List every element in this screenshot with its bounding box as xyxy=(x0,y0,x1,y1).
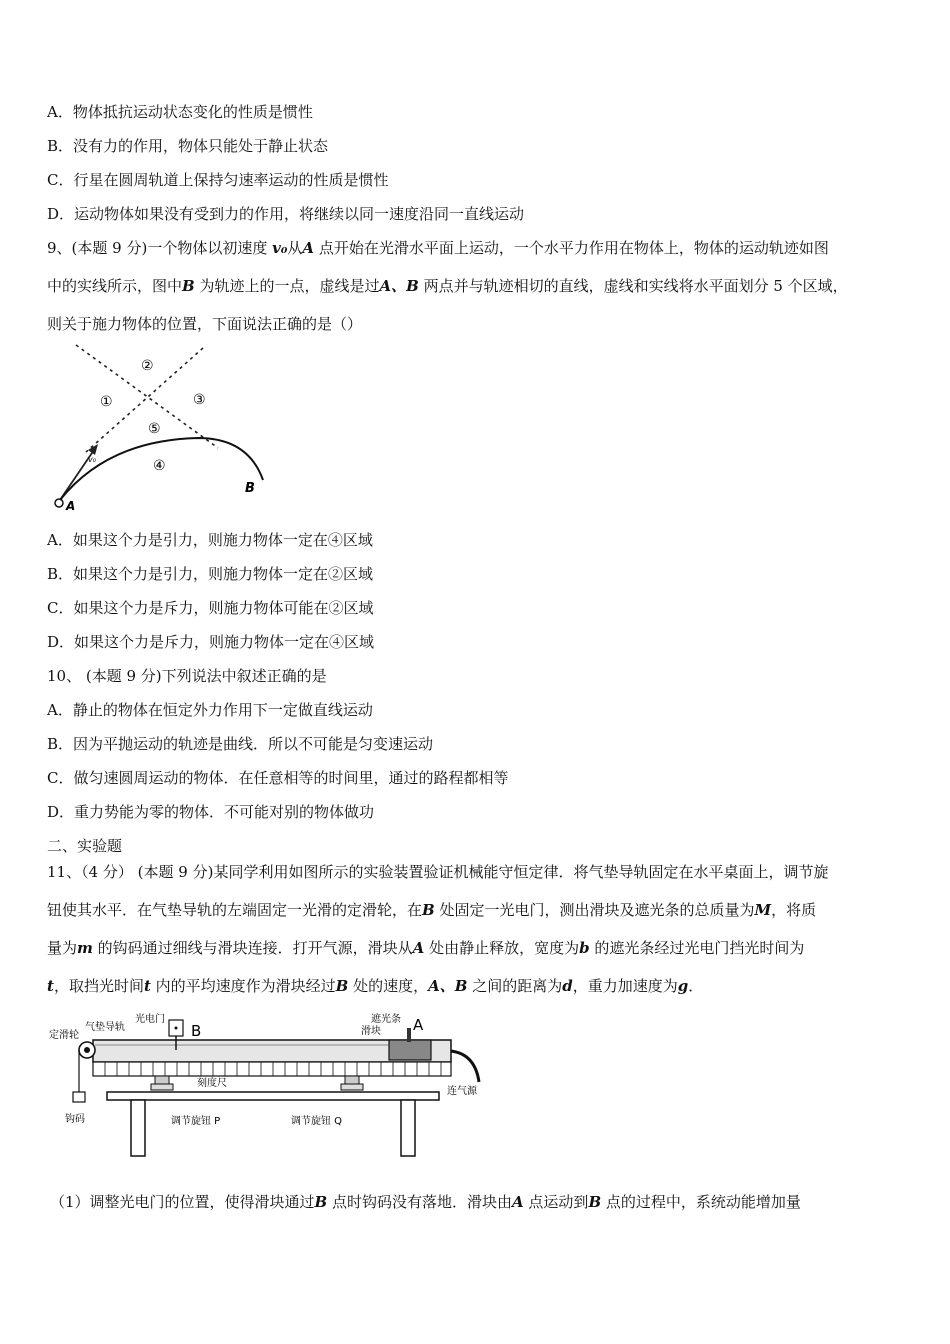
label-gate: 光电门 xyxy=(135,1014,165,1025)
q8-option-b: B．没有力的作用，物体只能处于静止状态 xyxy=(47,137,329,155)
table-leg-right xyxy=(401,1100,415,1156)
q8-option-d: D．运动物体如果没有受到力的作用，将继续以同一速度沿同一直线运动 xyxy=(47,205,525,223)
q11-stem-line4: t，取挡光时间t 内的平均速度作为滑块经过B 处的速度，A、B 之间的距离为d，重力加速度为g． xyxy=(47,977,704,995)
knob-p-base xyxy=(151,1084,173,1090)
knob-p xyxy=(155,1076,169,1084)
table-top xyxy=(107,1092,439,1100)
light-strip xyxy=(407,1028,411,1042)
region-4: ④ xyxy=(153,458,166,474)
knob-q xyxy=(345,1076,359,1084)
q8-option-c: C．行星在圆周轨道上保持匀速率运动的性质是惯性 xyxy=(47,171,389,189)
ruler xyxy=(93,1062,451,1076)
q9-trajectory-figure xyxy=(48,340,278,520)
label-a: A xyxy=(66,499,76,513)
q9-option-c: C．如果这个力是斥力，则施力物体可能在②区域 xyxy=(47,599,374,617)
label-knob-p: 调节旋钮 P xyxy=(171,1116,221,1127)
q11-apparatus-figure xyxy=(45,1010,485,1158)
section-title: 二、实验题 xyxy=(47,837,123,855)
region-2: ② xyxy=(141,358,154,374)
region-5: ⑤ xyxy=(148,421,161,437)
label-knob-q: 调节旋钮 Q xyxy=(291,1116,343,1127)
pulley-hub xyxy=(84,1047,90,1053)
q10-option-a: A．静止的物体在恒定外力作用下一定做直线运动 xyxy=(47,701,373,719)
label-strip: 遮光条 xyxy=(371,1014,401,1025)
q10-option-c: C．做匀速圆周运动的物体．在任意相等的时间里，通过的路程都相等 xyxy=(47,769,509,787)
label-weight: 钩码 xyxy=(65,1114,85,1125)
q10-option-b: B．因为平抛运动的轨迹是曲线．所以不可能是匀变速运动 xyxy=(47,735,434,753)
region-1: ① xyxy=(100,394,113,410)
q11-sub1: （1）调整光电门的位置，使得滑块通过B 点时钩码没有落地．滑块由A 点运动到B 点的过程中，系统动能增加量 xyxy=(50,1193,801,1211)
hook-weight xyxy=(73,1092,85,1102)
air-hose xyxy=(451,1051,479,1082)
label-pulley: 定滑轮 xyxy=(49,1030,79,1041)
q9-stem-line2: 中的实线所示，图中B 为轨迹上的一点，虚线是过A、B 两点并与轨迹相切的直线，虚线和实线将水平面划分 5 个区域， xyxy=(47,277,848,295)
label-rail: 气垫导轨 xyxy=(85,1022,125,1033)
knob-q-base xyxy=(341,1084,363,1090)
slider-block xyxy=(389,1040,431,1060)
label-v0: v₀ xyxy=(88,455,96,464)
label-slider: 滑块 xyxy=(361,1026,381,1037)
q11-stem-line1: 11、（4 分） (本题 9 分)某同学利用如图所示的实验装置验证机械能守恒定律．将气垫导轨固定在水平桌面上，调节旋 xyxy=(47,863,829,881)
q10-stem: 10、 (本题 9 分)下列说法中叙述正确的是 xyxy=(47,667,327,685)
q11-stem-line3: 量为m 的钩码通过细线与滑块连接．打开气源，滑块从A 处由静止释放，宽度为b 的遮光条经过光电门挡光时间为 xyxy=(47,939,805,957)
label-ruler: 刻度尺 xyxy=(197,1078,227,1089)
region-3: ③ xyxy=(193,392,206,408)
q9-option-d: D．如果这个力是斥力，则施力物体一定在④区域 xyxy=(47,633,375,651)
q11-stem-line2: 钮使其水平．在气垫导轨的左端固定一光滑的定滑轮，在B 处固定一光电门，测出滑块及遮光条的总质量为M，将质 xyxy=(47,901,817,919)
point-a-marker xyxy=(55,499,63,507)
q9-option-b: B．如果这个力是引力，则施力物体一定在②区域 xyxy=(47,565,374,583)
label-a: A xyxy=(413,1016,424,1034)
q8-option-a: A．物体抵抗运动状态变化的性质是惯性 xyxy=(47,103,313,121)
q9-option-a: A．如果这个力是引力，则施力物体一定在④区域 xyxy=(47,531,373,549)
q9-stem-line1: 9、(本题 9 分)一个物体以初速度 v₀从A 点开始在光滑水平面上运动，一个水平力作用在物体上，物体的运动轨迹如图 xyxy=(47,239,829,257)
label-air-source: 连气源 xyxy=(447,1086,477,1097)
label-b: B xyxy=(191,1022,202,1040)
q9-stem-line3: 则关于施力物体的位置，下面说法正确的是（） xyxy=(47,315,363,333)
label-b: B xyxy=(245,481,255,496)
q10-option-d: D．重力势能为零的物体．不可能对别的物体做功 xyxy=(47,803,375,821)
table-leg-left xyxy=(131,1100,145,1156)
